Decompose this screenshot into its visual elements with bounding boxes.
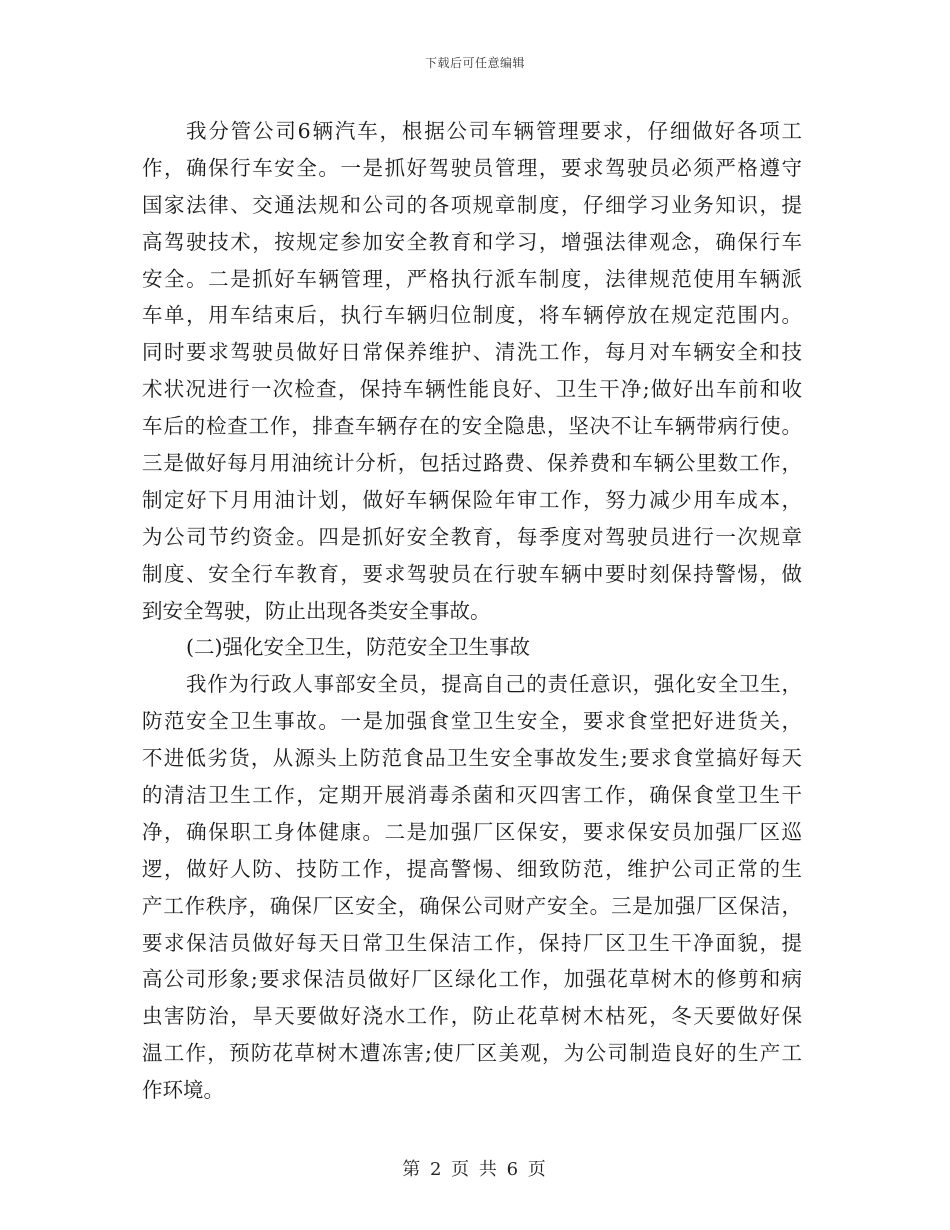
- body-line: 逻，做好人防、技防工作，提高警惕、细致防范，维护公司正常的生: [142, 856, 802, 881]
- body-line: 安全。二是抓好车辆管理，严格执行派车制度，法律规范使用车辆派: [142, 266, 802, 291]
- body-line: 要求保洁员做好每天日常卫生保洁工作，保持厂区卫生干净面貌，提: [142, 930, 802, 955]
- body-line: 我作为行政人事部安全员，提高自己的责任意识，强化安全卫生，: [186, 672, 802, 697]
- body-line: 为公司节约资金。四是抓好安全教育，每季度对驾驶员进行一次规章: [142, 524, 802, 549]
- body-line: 产工作秩序，确保厂区安全，确保公司财产安全。三是加强厂区保洁，: [142, 893, 802, 918]
- body-line: 不进低劣货，从源头上防范食品卫生安全事故发生;要求食堂搞好每天: [142, 746, 802, 771]
- document-body: [142, 113, 802, 1109]
- page-header: 下载后可任意编辑: [424, 56, 525, 70]
- body-line: 同时要求驾驶员做好日常保养维护、清洗工作，每月对车辆安全和技: [142, 340, 802, 365]
- body-line: 高驾驶技术，按规定参加安全教育和学习，增强法律观念，确保行车: [142, 229, 802, 254]
- body-line: 制度、安全行车教育，要求驾驶员在行驶车辆中要时刻保持警惕，做: [142, 561, 802, 586]
- body-line: 我分管公司6辆汽车，根据公司车辆管理要求，仔细做好各项工: [186, 119, 802, 143]
- section-heading: (二)强化安全卫生，防范安全卫生事故: [186, 635, 530, 660]
- body-line: 防范安全卫生事故。一是加强食堂卫生安全，要求食堂把好进货关，: [142, 709, 802, 734]
- body-line: 虫害防治，旱天要做好浇水工作，防止花草树木枯死，冬天要做好保: [142, 1004, 802, 1029]
- body-line: 到安全驾驶，防止出现各类安全事故。: [142, 598, 491, 623]
- body-line: 净，确保职工身体健康。二是加强厂区保安，要求保安员加强厂区巡: [142, 819, 802, 844]
- body-line: 温工作，预防花草树木遭冻害;使厂区美观，为公司制造良好的生产工: [142, 1041, 802, 1066]
- body-line: 高公司形象;要求保洁员做好厂区绿化工作，加强花草树木的修剪和病: [142, 967, 802, 992]
- body-line: 车单，用车结束后，执行车辆归位制度，将车辆停放在规定范围内。: [142, 303, 802, 328]
- body-line: 制定好下月用油计划，做好车辆保险年审工作，努力减少用车成本，: [142, 487, 802, 512]
- body-line: 的清洁卫生工作，定期开展消毒杀菌和灭四害工作，确保食堂卫生干: [142, 783, 802, 808]
- body-line: 三是做好每月用油统计分析，包括过路费、保养费和车辆公里数工作，: [142, 451, 802, 476]
- page-footer: 第 2 页 共 6 页: [402, 1159, 548, 1180]
- body-line: 国家法律、交通法规和公司的各项规章制度，仔细学习业务知识，提: [142, 192, 802, 217]
- body-line: 术状况进行一次检查，保持车辆性能良好、卫生干净;做好出车前和收: [142, 377, 802, 402]
- body-line: 作，确保行车安全。一是抓好驾驶员管理，要求驾驶员必须严格遵守: [142, 155, 802, 180]
- body-line: 车后的检查工作，排查车辆存在的安全隐患，坚决不让车辆带病行使。: [142, 414, 802, 439]
- body-line: 作环境。: [142, 1078, 224, 1103]
